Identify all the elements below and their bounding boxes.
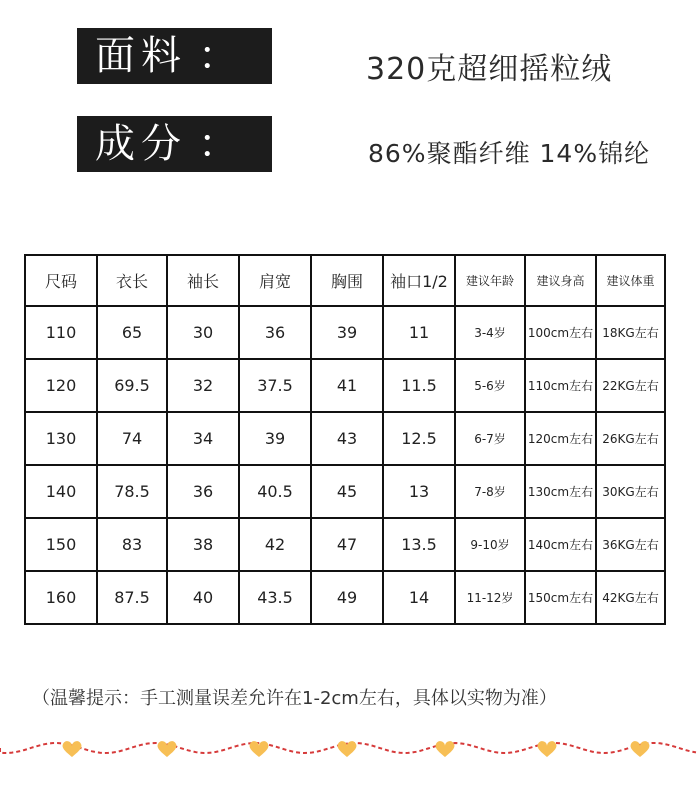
cell-chest: 43 [311, 412, 383, 465]
cell-sleeve: 30 [167, 306, 239, 359]
wavy-divider [0, 720, 698, 780]
cell-height: 110cm左右 [525, 359, 596, 412]
size-table [24, 254, 666, 625]
table-header-row [25, 255, 665, 306]
cell-sleeve: 34 [167, 412, 239, 465]
cell-sleeve: 40 [167, 571, 239, 624]
heart-icon [436, 741, 455, 757]
cell-sleeve: 36 [167, 465, 239, 518]
cell-age: 9-10岁 [455, 518, 525, 571]
cell-age: 7-8岁 [455, 465, 525, 518]
composition-value: 86%聚酯纤维 14%锦纶 [368, 139, 651, 168]
header-size: 尺码 [25, 255, 97, 306]
cell-length: 74 [97, 412, 167, 465]
cell-shoulder: 43.5 [239, 571, 311, 624]
header-shoulder: 肩宽 [239, 255, 311, 306]
cell-length: 69.5 [97, 359, 167, 412]
composition-label-text: 成分 [95, 121, 187, 167]
table-row [25, 571, 665, 624]
header-chest: 胸围 [311, 255, 383, 306]
fabric-label-colon: ： [198, 33, 244, 79]
cell-height: 140cm左右 [525, 518, 596, 571]
cell-shoulder: 37.5 [239, 359, 311, 412]
cell-age: 11-12岁 [455, 571, 525, 624]
cell-height: 100cm左右 [525, 306, 596, 359]
cell-cuff: 13.5 [383, 518, 455, 571]
header-weight: 建议体重 [596, 255, 665, 306]
cell-cuff: 11.5 [383, 359, 455, 412]
cell-length: 65 [97, 306, 167, 359]
header-length: 衣长 [97, 255, 167, 306]
cell-length: 83 [97, 518, 167, 571]
heart-icon [538, 741, 557, 757]
cell-length: 78.5 [97, 465, 167, 518]
cell-shoulder: 42 [239, 518, 311, 571]
cell-size: 130 [25, 412, 97, 465]
cell-chest: 45 [311, 465, 383, 518]
composition-label-colon: ： [198, 121, 244, 167]
cell-size: 160 [25, 571, 97, 624]
cell-length: 87.5 [97, 571, 167, 624]
cell-weight: 22KG左右 [596, 359, 665, 412]
fabric-label-text: 面料 [95, 33, 187, 79]
heart-icon [631, 741, 650, 757]
cell-cuff: 12.5 [383, 412, 455, 465]
table-row [25, 412, 665, 465]
cell-age: 3-4岁 [455, 306, 525, 359]
cell-cuff: 11 [383, 306, 455, 359]
cell-shoulder: 36 [239, 306, 311, 359]
cell-sleeve: 38 [167, 518, 239, 571]
header-cuff: 袖口1/2 [383, 255, 455, 306]
table-row [25, 465, 665, 518]
cell-chest: 49 [311, 571, 383, 624]
cell-chest: 41 [311, 359, 383, 412]
cell-size: 150 [25, 518, 97, 571]
cell-size: 120 [25, 359, 97, 412]
fabric-label [77, 28, 272, 84]
cell-age: 6-7岁 [455, 412, 525, 465]
cell-cuff: 13 [383, 465, 455, 518]
measurement-tip: （温馨提示：手工测量误差允许在1-2cm左右，具体以实物为准） [32, 688, 557, 709]
cell-sleeve: 32 [167, 359, 239, 412]
header-height: 建议身高 [525, 255, 596, 306]
cell-cuff: 14 [383, 571, 455, 624]
cell-weight: 42KG左右 [596, 571, 665, 624]
composition-label [77, 116, 272, 172]
fabric-value: 320克超细摇粒绒 [366, 52, 613, 87]
cell-shoulder: 40.5 [239, 465, 311, 518]
cell-size: 110 [25, 306, 97, 359]
cell-height: 130cm左右 [525, 465, 596, 518]
header-sleeve: 袖长 [167, 255, 239, 306]
cell-height: 120cm左右 [525, 412, 596, 465]
cell-weight: 26KG左右 [596, 412, 665, 465]
cell-weight: 36KG左右 [596, 518, 665, 571]
cell-age: 5-6岁 [455, 359, 525, 412]
cell-chest: 47 [311, 518, 383, 571]
cell-weight: 18KG左右 [596, 306, 665, 359]
table-row [25, 518, 665, 571]
table-row [25, 359, 665, 412]
cell-weight: 30KG左右 [596, 465, 665, 518]
heart-icon [63, 741, 82, 757]
cell-shoulder: 39 [239, 412, 311, 465]
header-age: 建议年龄 [455, 255, 525, 306]
cell-height: 150cm左右 [525, 571, 596, 624]
cell-chest: 39 [311, 306, 383, 359]
table-row [25, 306, 665, 359]
cell-size: 140 [25, 465, 97, 518]
